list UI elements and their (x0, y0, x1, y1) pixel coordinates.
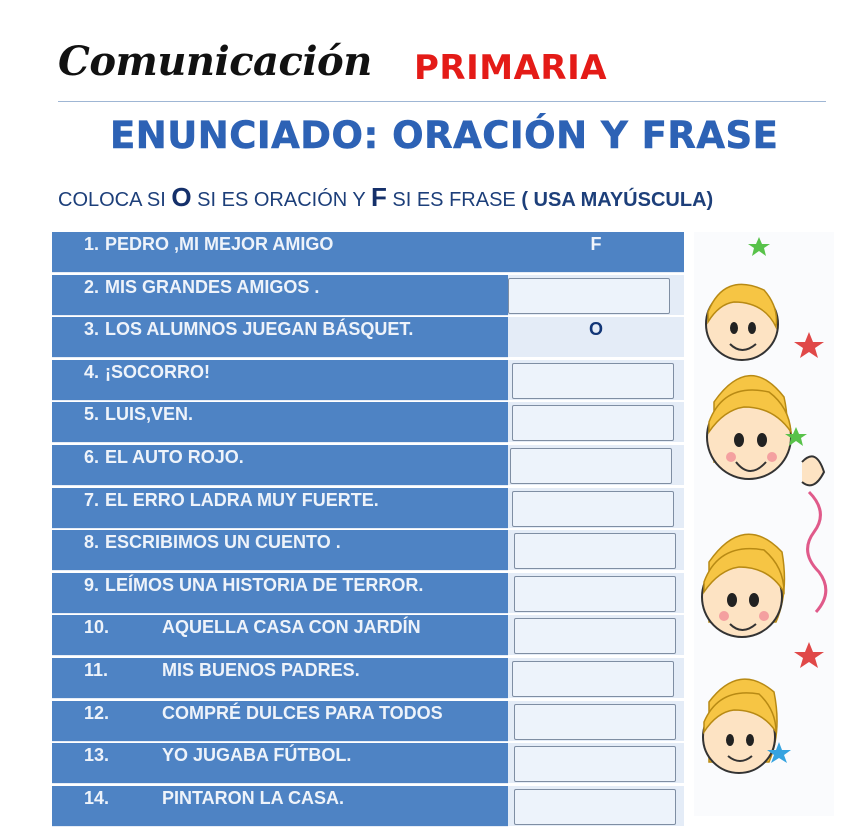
table-row (52, 232, 684, 273)
item-number: 9. (84, 574, 100, 595)
answer-input[interactable] (514, 618, 676, 654)
answer-cell (508, 658, 684, 699)
answer-cell (508, 615, 684, 656)
question-cell (52, 658, 508, 699)
instructions-part4: ( USA MAYÚSCULA) (521, 189, 714, 211)
question-cell (52, 530, 508, 571)
cartoon-girls-illustration (684, 232, 864, 816)
table-row (52, 615, 684, 656)
question-cell (52, 360, 508, 401)
answer-input[interactable] (514, 746, 676, 782)
item-number: 10. (84, 617, 110, 638)
item-number: 5. (84, 404, 100, 425)
table-row (52, 402, 684, 443)
item-text: COMPRÉ DULCES PARA TODOS (162, 702, 443, 723)
answer-cell (508, 402, 684, 443)
answer-input[interactable] (508, 278, 670, 314)
item-number: 4. (84, 361, 100, 382)
item-number: 1. (84, 234, 100, 254)
table-row (52, 317, 684, 358)
item-label (84, 532, 341, 553)
item-label (84, 575, 423, 596)
answer-input[interactable] (514, 576, 676, 612)
item-number: 14. (84, 787, 110, 808)
item-text: MIS BUENOS PADRES. (162, 660, 360, 680)
item-label (84, 404, 193, 425)
header-divider (58, 101, 826, 102)
table-row (52, 275, 684, 316)
item-number: 13. (84, 745, 110, 766)
answer-input[interactable] (514, 533, 676, 569)
answer-cell (508, 530, 684, 571)
question-cell (52, 743, 508, 784)
subject-title: Comunicación (58, 38, 372, 85)
item-text: PINTARON LA CASA. (162, 787, 344, 808)
item-text: PEDRO ,MI MEJOR AMIGO (105, 234, 334, 254)
instructions-part2: SI ES ORACIÓN Y (191, 189, 371, 211)
item-label (84, 277, 319, 298)
answer-input[interactable] (514, 789, 676, 825)
answer-input[interactable] (512, 363, 674, 399)
item-text: MIS GRANDES AMIGOS . (105, 276, 320, 297)
worksheet-title: ENUNCIADO: ORACIÓN Y FRASE (110, 114, 779, 157)
table-row (52, 530, 684, 571)
question-cell (52, 232, 508, 273)
item-text: ESCRIBIMOS UN CUENTO . (105, 532, 341, 553)
item-number: 8. (84, 532, 100, 553)
answer-cell (508, 701, 684, 742)
girl-face-1 (706, 284, 778, 360)
answer-value: O (588, 319, 603, 340)
answer-input[interactable] (512, 661, 674, 697)
item-number: 3. (84, 319, 100, 340)
item-text: EL ERRO LADRA MUY FUERTE. (105, 489, 379, 510)
question-cell (52, 317, 508, 358)
item-label (84, 234, 333, 255)
item-number: 2. (84, 276, 100, 297)
question-cell (52, 488, 508, 529)
instructions-part1: COLOCA SI (58, 189, 172, 211)
question-cell (52, 275, 508, 316)
answer-input[interactable] (512, 405, 674, 441)
question-cell (52, 445, 508, 486)
item-label (84, 447, 244, 468)
table-row (52, 488, 684, 529)
question-cell (52, 402, 508, 443)
table-row (52, 743, 684, 784)
table-row (52, 573, 684, 614)
answer-cell (508, 445, 684, 486)
answer-input[interactable] (512, 491, 674, 527)
item-text: EL AUTO ROJO. (105, 447, 244, 467)
item-text: LUIS,VEN. (105, 404, 194, 425)
item-text: LEÍMOS UNA HISTORIA DE TERROR. (105, 574, 424, 595)
item-label (84, 319, 413, 340)
question-cell (52, 701, 508, 742)
level-label: PRIMARIA (414, 48, 608, 88)
instructions-letter-o: O (171, 182, 192, 212)
question-cell (52, 573, 508, 614)
answer-cell (508, 488, 684, 529)
answer-cell (508, 743, 684, 784)
answer-cell (508, 317, 684, 358)
item-text: ¡SOCORRO! (105, 361, 211, 382)
answer-input[interactable] (510, 448, 672, 484)
item-number: 6. (84, 447, 100, 467)
table-row (52, 658, 684, 699)
instructions-letter-f: F (370, 182, 387, 212)
table-row (52, 786, 684, 827)
question-cell (52, 786, 508, 827)
exercise-table (52, 232, 684, 816)
instructions-part3: SI ES FRASE (386, 189, 522, 211)
answer-cell (508, 786, 684, 827)
table-row (52, 701, 684, 742)
item-number: 12. (84, 702, 110, 723)
question-cell (52, 615, 508, 656)
answer-cell (508, 360, 684, 401)
item-label (84, 362, 210, 383)
answer-value: F (590, 234, 602, 254)
item-text: YO JUGABA FÚTBOL. (162, 745, 352, 766)
instructions (58, 182, 713, 213)
answer-input[interactable] (514, 704, 676, 740)
table-row (52, 360, 684, 401)
answer-cell (508, 573, 684, 614)
item-number: 11. (84, 660, 109, 680)
item-label (84, 490, 379, 511)
item-number: 7. (84, 489, 100, 510)
answer-cell (508, 275, 684, 316)
table-row (52, 445, 684, 486)
item-text: AQUELLA CASA CON JARDÍN (162, 617, 421, 638)
item-text: LOS ALUMNOS JUEGAN BÁSQUET. (105, 319, 414, 340)
